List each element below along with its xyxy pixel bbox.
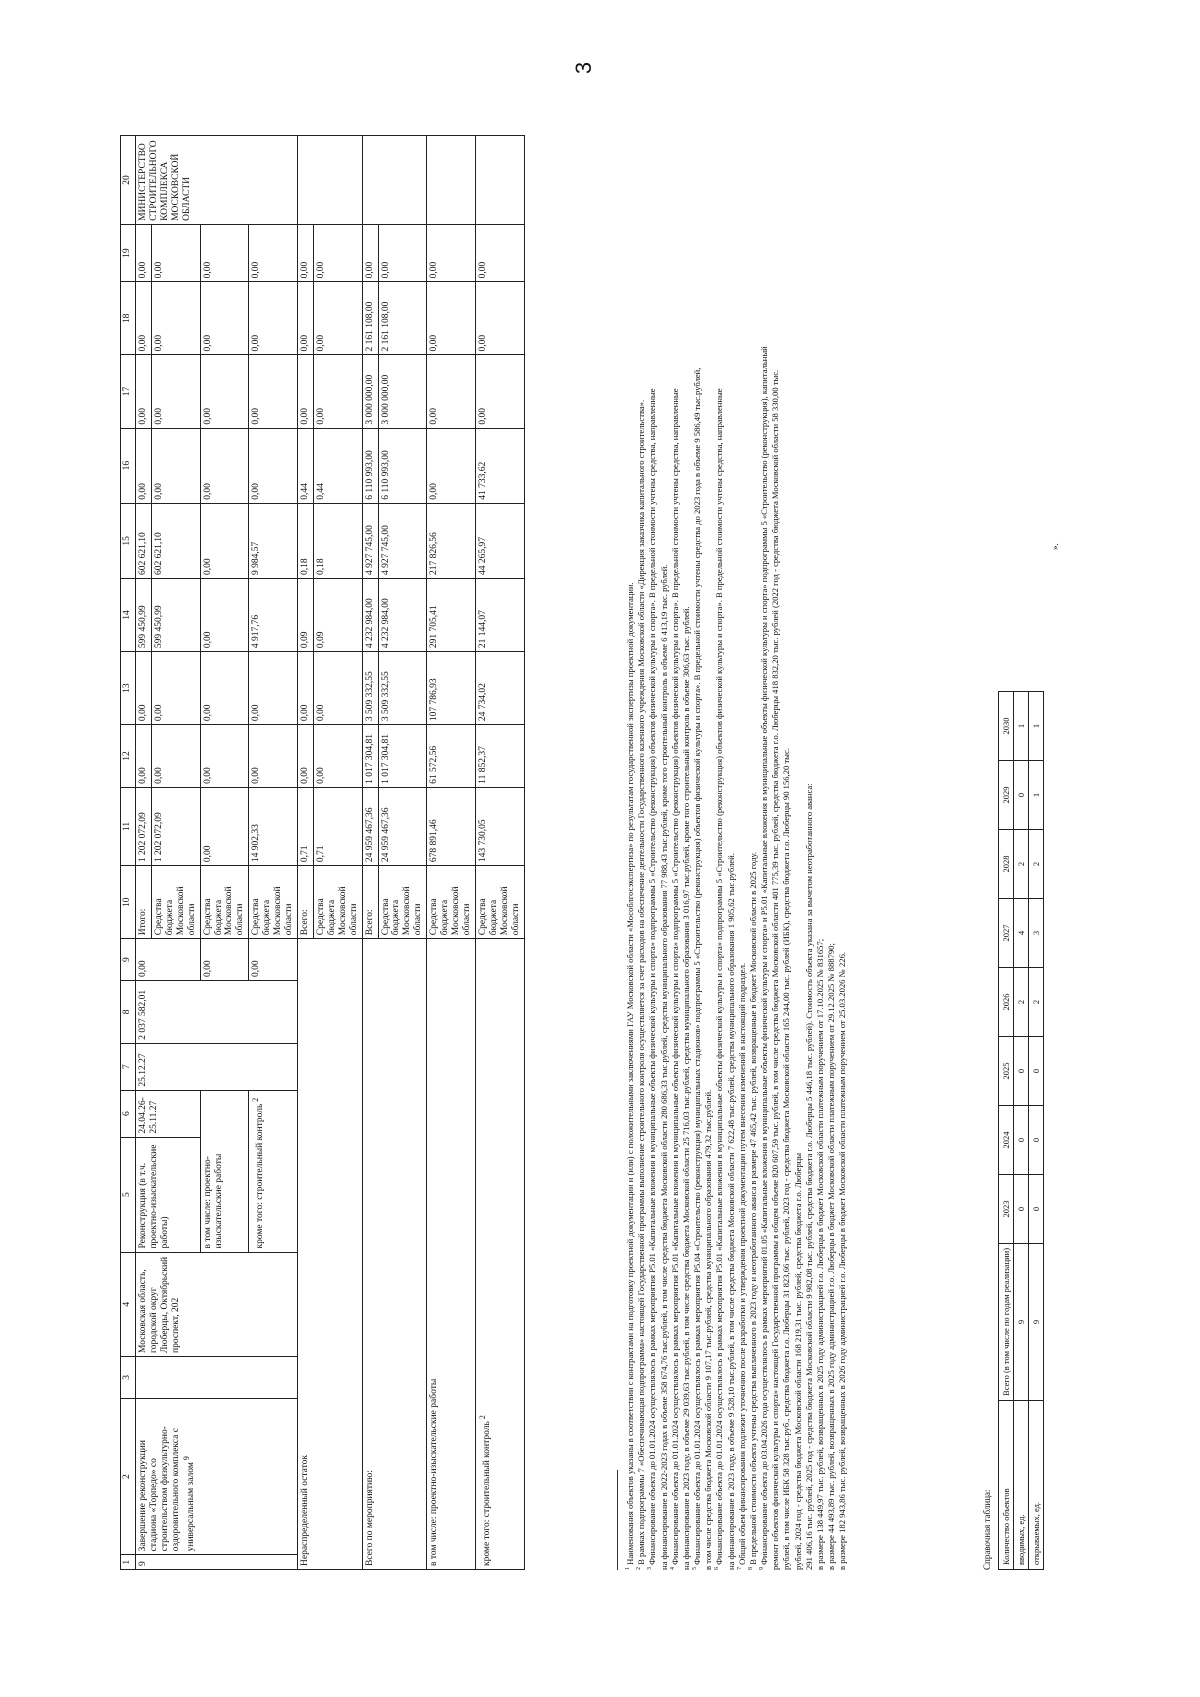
amount-cell: 0,09	[313, 578, 362, 651]
ref-cell: 0	[1014, 1036, 1029, 1105]
amount-cell: 4 232 984,00	[378, 578, 427, 651]
work-type: Реконструкция (в т.ч. проектно-изыскательские работы)	[136, 1137, 201, 1252]
amount-cell: 0,00	[200, 282, 249, 355]
amount-cell: 0,00	[136, 428, 152, 503]
amount-cell: 4 927 745,00	[378, 503, 427, 578]
page-number: 3	[571, 61, 597, 75]
footnote: рублей, в том числе ИБК 58 328 тыс.руб., средства бюджета г.о. Люберцы 31 823,66 тыс. рублей, 2023 год - средства бюджета Московской области 165 244,00 тыс. рублей (ИБК), средства бюджета г.о. Люберцы 90 156,20 тыс.	[781, 748, 792, 1570]
amount-cell: 0,00	[427, 355, 476, 428]
reference-table-title: Справочная таблица:	[982, 1489, 992, 1570]
ref-cell: 1	[1029, 691, 1044, 760]
amount-cell: 0,00	[151, 725, 200, 788]
amount-cell: 678 891,46	[427, 787, 476, 865]
summary-label: кроме того: строительный контроль $^2$	[475, 939, 524, 1570]
amount-cell: 1 202 072,09	[136, 787, 152, 865]
table-cell	[297, 136, 362, 225]
amount-cell: 0,00	[249, 428, 298, 503]
funding-source: Средства бюджета Московской области	[151, 866, 200, 939]
funding-source: Всего:	[362, 866, 378, 939]
column-number: 16	[121, 428, 136, 503]
amount-cell: 0,00	[151, 355, 200, 428]
funding-source: Средства бюджета Московской области	[475, 866, 524, 939]
column-number: 18	[121, 282, 136, 355]
ref-header-cell: 2030	[999, 691, 1014, 760]
table-cell: 0,00	[136, 939, 201, 981]
limit-cost: 2 037 582,01	[136, 981, 298, 1044]
ref-header-row	[999, 691, 1014, 1569]
amount-cell: 0,00	[475, 282, 524, 355]
amount-cell: 0,00	[475, 224, 524, 281]
column-number: 1	[121, 1555, 136, 1570]
amount-cell: 0,00	[136, 224, 152, 281]
amount-cell: 0,00	[151, 224, 200, 281]
work-type: кроме того: строительный контроль $^2$	[249, 1090, 298, 1252]
amount-cell: 0,00	[249, 725, 298, 788]
object-address: Московская область, городской округ Люберцы, Октябрьский проспект, 202	[136, 1252, 298, 1356]
footnote: $^7$ Общий объем финансирования подлежит уточнению после разработки и утверждения проектной документации путем внесения изменений в настоящий подраздел.	[736, 962, 747, 1570]
amount-cell: 0,00	[151, 282, 200, 355]
amount-cell: 1 017 304,81	[378, 725, 427, 788]
footnote: ремонт объектов физической культуры и спорта» настоящей Государственной программы в общем объеме 820 607,59 тыс. рублей, в том числе средства бюджета Московской области 401 775,39 тыс. рублей, средства бюджета г.о. Люберцы 418 832,20 тыс. рублей (2022 год - средства бюджета Московской области 58 330,00 тыс.	[770, 369, 781, 1570]
closing-quote: ».	[1050, 543, 1060, 550]
footnote: $^2$ В рамках подпрограммы 7 «Обеспечивающая подпрограмма» настоящей Государственной программы выполнение строительного контроля осуществляется за счет расходов на обеспечение деятельности Государственного казенного учреждения Московской области «Дирекция заказчика капитального строительства».	[636, 399, 647, 1570]
amount-cell: 61 572,56	[427, 725, 476, 788]
amount-cell: 0,00	[297, 282, 313, 355]
funding-source: Средства бюджета Московской области	[249, 866, 298, 939]
amount-cell: 0,00	[200, 224, 249, 281]
summary-label: Всего по мероприятию:	[362, 939, 427, 1570]
amount-cell: 1 017 304,81	[362, 725, 378, 788]
amount-cell: 4 232 984,00	[362, 578, 378, 651]
amount-cell: 3 000 000,00	[362, 355, 378, 428]
amount-cell: 0,00	[297, 652, 313, 725]
ref-row	[1014, 691, 1029, 1569]
ref-cell: 3	[1029, 898, 1044, 967]
amount-cell: 24 959 467,36	[362, 787, 378, 865]
ref-cell: 0	[1029, 1036, 1044, 1105]
table-row	[297, 136, 313, 1570]
ref-row-label: открываемых, ед.	[1029, 1401, 1044, 1570]
ref-cell: 2	[1014, 829, 1029, 898]
ref-header-cell: 2024	[999, 1105, 1014, 1174]
amount-cell: 21 144,07	[475, 578, 524, 651]
column-number: 10	[121, 866, 136, 939]
table-cell: 0,00	[200, 939, 249, 981]
footnote: на финансирование в 2023 году, в объеме 9 528,10 тыс.рублей, в том числе средства бюджета Московской области 7 622,48 тыс.рублей, средства муниципального образования 1 905,62 тыс.рублей.	[725, 853, 736, 1570]
table-cell	[362, 136, 427, 225]
amount-cell: 14 902,33	[249, 787, 298, 865]
amount-cell: 291 705,41	[427, 578, 476, 651]
amount-cell: 0,00	[200, 428, 249, 503]
amount-cell: 143 730,05	[475, 787, 524, 865]
amount-cell: 0,00	[136, 652, 152, 725]
column-number: 6	[121, 1090, 136, 1137]
amount-cell: 6 110 993,00	[378, 428, 427, 503]
ref-header-cell: 2023	[999, 1174, 1014, 1243]
ref-header-cell: 2028	[999, 829, 1014, 898]
table-cell: 0,00	[249, 939, 298, 981]
amount-cell: 2 161 108,00	[378, 282, 427, 355]
column-number: 14	[121, 578, 136, 651]
funding-source: Средства бюджета Московской области	[427, 866, 476, 939]
footnote: $^8$ В предельной стоимости объекта учтены средства выплаченного в 2023 году и неотработанного аванса в размере 47 465,42 тыс. рублей, возвращенные в бюджет Московской области в 2025 году.	[747, 851, 758, 1570]
amount-cell: 0,00	[249, 224, 298, 281]
funding-source: Итого:	[136, 866, 152, 939]
ref-cell: 0	[1014, 1105, 1029, 1174]
ref-cell: 9	[1014, 1243, 1029, 1400]
financing-table	[120, 135, 525, 1570]
ref-cell: 2	[1029, 829, 1044, 898]
footnote: в размере 182 943,86 тыс. рублей, возвращенных в 2026 году администрацией г.о. Люберцы в бюджет Московской области платежным поручением от 25.03.2026 № 226.	[837, 951, 848, 1570]
column-number: 13	[121, 652, 136, 725]
amount-cell: 0,18	[313, 503, 362, 578]
amount-cell: 41 733,62	[475, 428, 524, 503]
footnote: в размере 138 449,97 тыс. рублей, возвращенных в 2025 году администрацией г.о. Люберцы в бюджет Московской области платежным поручением от 17.10.2025 № 831657;	[814, 938, 825, 1570]
footnote: на финансирование в 2022-2023 годах в объеме 358 674,76 тыс.рублей, в том числе средства бюджета Московской области 280 686,33 тыс.рублей, средства муниципального образования 77 988,43 тыс.рублей, кроме того строительный контроль в объеме 6 413,19 тыс. рублей.	[658, 564, 669, 1570]
column-number: 9	[121, 939, 136, 981]
amount-cell: 0,00	[313, 652, 362, 725]
amount-cell: 3 000 000,00	[378, 355, 427, 428]
amount-cell: 0,00	[313, 725, 362, 788]
column-number: 4	[121, 1252, 136, 1356]
amount-cell: 11 852,37	[475, 725, 524, 788]
ref-header-cell: 2029	[999, 760, 1014, 829]
amount-cell: 0,44	[313, 428, 362, 503]
amount-cell: 0,00	[200, 578, 249, 651]
ref-header-cell: 2025	[999, 1036, 1014, 1105]
footnote: в том числе средства бюджета Московской области 9 107,17 тыс.рублей, средства муниципального образования 479,32 тыс.рублей.	[703, 1089, 714, 1570]
work-type: в том числе: проектно-изыскательские работы	[200, 1090, 249, 1252]
amount-cell: 0,00	[297, 224, 313, 281]
amount-cell: 0,09	[297, 578, 313, 651]
deadline: 25.12.27	[136, 1043, 298, 1090]
summary-label: Нераспределенный остаток	[297, 939, 362, 1570]
ref-row	[1029, 691, 1044, 1569]
amount-cell: 6 110 993,00	[362, 428, 378, 503]
summary-label: в том числе: проектно-изыскательские работы	[427, 939, 476, 1570]
customer: МИНИСТЕРСТВО СТРОИТЕЛЬНОГО КОМПЛЕКСА МОСКОВСКОЙ ОБЛАСТИ	[136, 136, 298, 225]
amount-cell: 44 265,97	[475, 503, 524, 578]
column-number: 5	[121, 1137, 136, 1252]
amount-cell: 107 786,93	[427, 652, 476, 725]
ref-cell: 0	[1014, 1174, 1029, 1243]
table-cell	[136, 1356, 298, 1398]
amount-cell: 0,00	[427, 428, 476, 503]
ref-header-cell: Количество объектов	[999, 1401, 1014, 1570]
amount-cell: 0,00	[136, 355, 152, 428]
amount-cell: 599 450,99	[136, 578, 152, 651]
amount-cell: 0,00	[200, 787, 249, 865]
table-cell	[475, 136, 524, 225]
column-number: 3	[121, 1356, 136, 1398]
footnote: $^4$ Финансирование объекта до 01.01.2024 осуществлялось в рамках мероприятия P5.01 «Капитальные вложения в муниципальные объекты физической культуры и спорта» подпрограммы 5 «Строительство (реконструкция) объектов физической культуры и спорта». В предельной стоимости учтены средства, направленные	[669, 388, 680, 1570]
footnote: рублей, 2024 год - средства бюджета Московской области 168 219,31 тыс. рублей, средства бюджета г.о. Люберцы	[792, 1153, 803, 1570]
rotated-document-body	[120, 135, 1120, 1585]
ref-cell: 1	[1029, 760, 1044, 829]
footnotes	[625, 150, 848, 1570]
footnote: $^5$ Финансирование объекта до 01.01.2024 осуществлялось в рамках мероприятия P5.04 «Строительство (реконструкция) муниципальных стадионов» подпрограммы 5 «Строительство (реконструкция) объектов физической культуры и спорта». В предельной стоимости учтены средства до 2023 года в объеме 9 586,49 тыс.рублей,	[692, 367, 703, 1570]
amount-cell: 0,44	[297, 428, 313, 503]
amount-cell: 0,00	[200, 503, 249, 578]
amount-cell: 0,00	[362, 224, 378, 281]
footnote: в размере 44 493,89 тыс. рублей, возвращенных в 2025 году администрацией г.о. Люберцы в бюджет Московской области платежным поручением от 29.12.2025 № 888790;	[826, 943, 837, 1570]
footnote-separator	[617, 1470, 618, 1570]
amount-cell: 0,00	[249, 282, 298, 355]
ref-cell: 0	[1029, 1105, 1044, 1174]
funding-source: Средства бюджета Московской области	[200, 866, 249, 939]
amount-cell: 602 621,10	[136, 503, 152, 578]
funding-source: Всего:	[297, 866, 313, 939]
ref-cell: 0	[1029, 1174, 1044, 1243]
funding-source: Средства бюджета Московской области	[313, 866, 362, 939]
amount-cell: 0,71	[313, 787, 362, 865]
ref-header-cell: 2026	[999, 967, 1014, 1036]
column-number: 7	[121, 1043, 136, 1090]
amount-cell: 0,00	[200, 652, 249, 725]
amount-cell: 217 826,56	[427, 503, 476, 578]
column-number: 17	[121, 355, 136, 428]
amount-cell: 1 202 072,09	[151, 787, 200, 865]
ref-header-cell: Всего (в том числе по годам реализации)	[999, 1243, 1014, 1400]
amount-cell: 0,00	[313, 224, 362, 281]
amount-cell: 0,00	[200, 355, 249, 428]
column-number: 8	[121, 981, 136, 1044]
amount-cell: 4 927 745,00	[362, 503, 378, 578]
footnote: на финансирование в 2023 году, в объеме 29 039,63 тыс.рублей, в том числе средства бюджета Московской области 25 716,03 тыс.рублей, средства муниципального образования 3 016,97 тыс.рублей, кроме того строительный контроль в объеме 306,63 тыс. рублей.	[680, 606, 691, 1570]
row-number: 9	[136, 1555, 298, 1570]
column-number: 19	[121, 224, 136, 281]
amount-cell: 0,00	[249, 652, 298, 725]
column-number: 20	[121, 136, 136, 225]
amount-cell: 2 161 108,00	[362, 282, 378, 355]
amount-cell: 602 621,10	[151, 503, 200, 578]
table-row	[427, 136, 476, 1570]
ref-cell: 0	[1014, 760, 1029, 829]
column-number: 15	[121, 503, 136, 578]
amount-cell: 0,00	[297, 355, 313, 428]
amount-cell: 0,00	[200, 725, 249, 788]
ref-cell: 2	[1014, 967, 1029, 1036]
table-cell	[427, 136, 476, 225]
column-number: 12	[121, 725, 136, 788]
amount-cell: 0,00	[427, 282, 476, 355]
footnote: $^6$ Финансирование объекта до 01.01.2024 осуществлялось в рамках мероприятия P5.01 «Капитальные вложения в муниципальные объекты физической культуры и спорта» подпрограммы 5 «Строительство (реконструкция) объектов физической культуры и спорта». В предельной стоимости учтены средства, направленные	[714, 388, 725, 1570]
amount-cell: 0,00	[136, 282, 152, 355]
column-numbers-row	[121, 136, 136, 1570]
object-name: Завершение реконструкции стадиона «Торпедо» со строительством физкультурно-оздоровительного комплекса с универсальным залом $^9$	[136, 1398, 298, 1555]
ref-header-cell: 2027	[999, 898, 1014, 967]
table-row	[362, 136, 378, 1570]
reference-table	[998, 691, 1044, 1570]
ref-cell: 9	[1029, 1243, 1044, 1400]
amount-cell: 9 984,57	[249, 503, 298, 578]
ref-cell: 1	[1014, 691, 1029, 760]
amount-cell: 0,18	[297, 503, 313, 578]
amount-cell: 0,00	[378, 224, 427, 281]
amount-cell: 0,71	[297, 787, 313, 865]
amount-cell: 599 450,99	[151, 578, 200, 651]
column-number: 2	[121, 1398, 136, 1555]
ref-cell: 2	[1029, 967, 1044, 1036]
ref-cell: 4	[1014, 898, 1029, 967]
amount-cell: 0,00	[136, 725, 152, 788]
amount-cell: 24 734,02	[475, 652, 524, 725]
amount-cell: 0,00	[151, 652, 200, 725]
table-row	[136, 136, 152, 1570]
amount-cell: 0,00	[427, 224, 476, 281]
amount-cell: 24 959 467,36	[378, 787, 427, 865]
funding-source: Средства бюджета Московской области	[378, 866, 427, 939]
amount-cell: 4 917,76	[249, 578, 298, 651]
amount-cell: 3 509 332,55	[362, 652, 378, 725]
work-dates: 24.04.26-25.11.27	[136, 1090, 201, 1137]
amount-cell: 0,00	[475, 355, 524, 428]
amount-cell: 0,00	[151, 428, 200, 503]
amount-cell: 0,00	[249, 355, 298, 428]
footnote: 291 406,16 тыс. рублей, 2025 год - средства бюджета Московской области 9 982,08 тыс. рублей, средства бюджета г.о. Люберцы 5 446,18 тыс. рублей). Стоимость объекта указана за вычетом неотработанного аванса:	[803, 783, 814, 1570]
footnote: $^9$ Финансирование объекта до 03.04.2026 года осуществлялось в рамках мероприятий 01.05 «Капитальные вложения в муниципальные объекты физической культуры и спорта» и P5.01 «Капитальные вложения в муниципальные объекты физической культуры и спорта» подпрограммы 5 «Строительство (реконструкция), капитальный	[759, 346, 770, 1570]
footnote: $^3$ Финансирование объекта до 01.01.2024 осуществлялось в рамках мероприятия P5.01 «Капитальные вложения в муниципальные объекты физической культуры и спорта» подпрограммы 5 «Строительство (реконструкция) объектов физической культуры и спорта». В предельной стоимости учтены средства, направленные	[647, 388, 658, 1570]
column-number: 11	[121, 787, 136, 865]
amount-cell: 0,00	[313, 282, 362, 355]
amount-cell: 0,00	[313, 355, 362, 428]
table-row	[475, 136, 524, 1570]
amount-cell: 3 509 332,55	[378, 652, 427, 725]
amount-cell: 0,00	[297, 725, 313, 788]
ref-row-label: вводимых, ед.	[1014, 1401, 1029, 1570]
footnote: $^1$ Наименования объектов указаны в соответствии с контрактами на подготовку проектной документации и (или) с положительными заключениями ГАУ Московской области «Мособлгосэкспертиза» по результатам государственной экспертизы проектной документации.	[625, 582, 635, 1570]
